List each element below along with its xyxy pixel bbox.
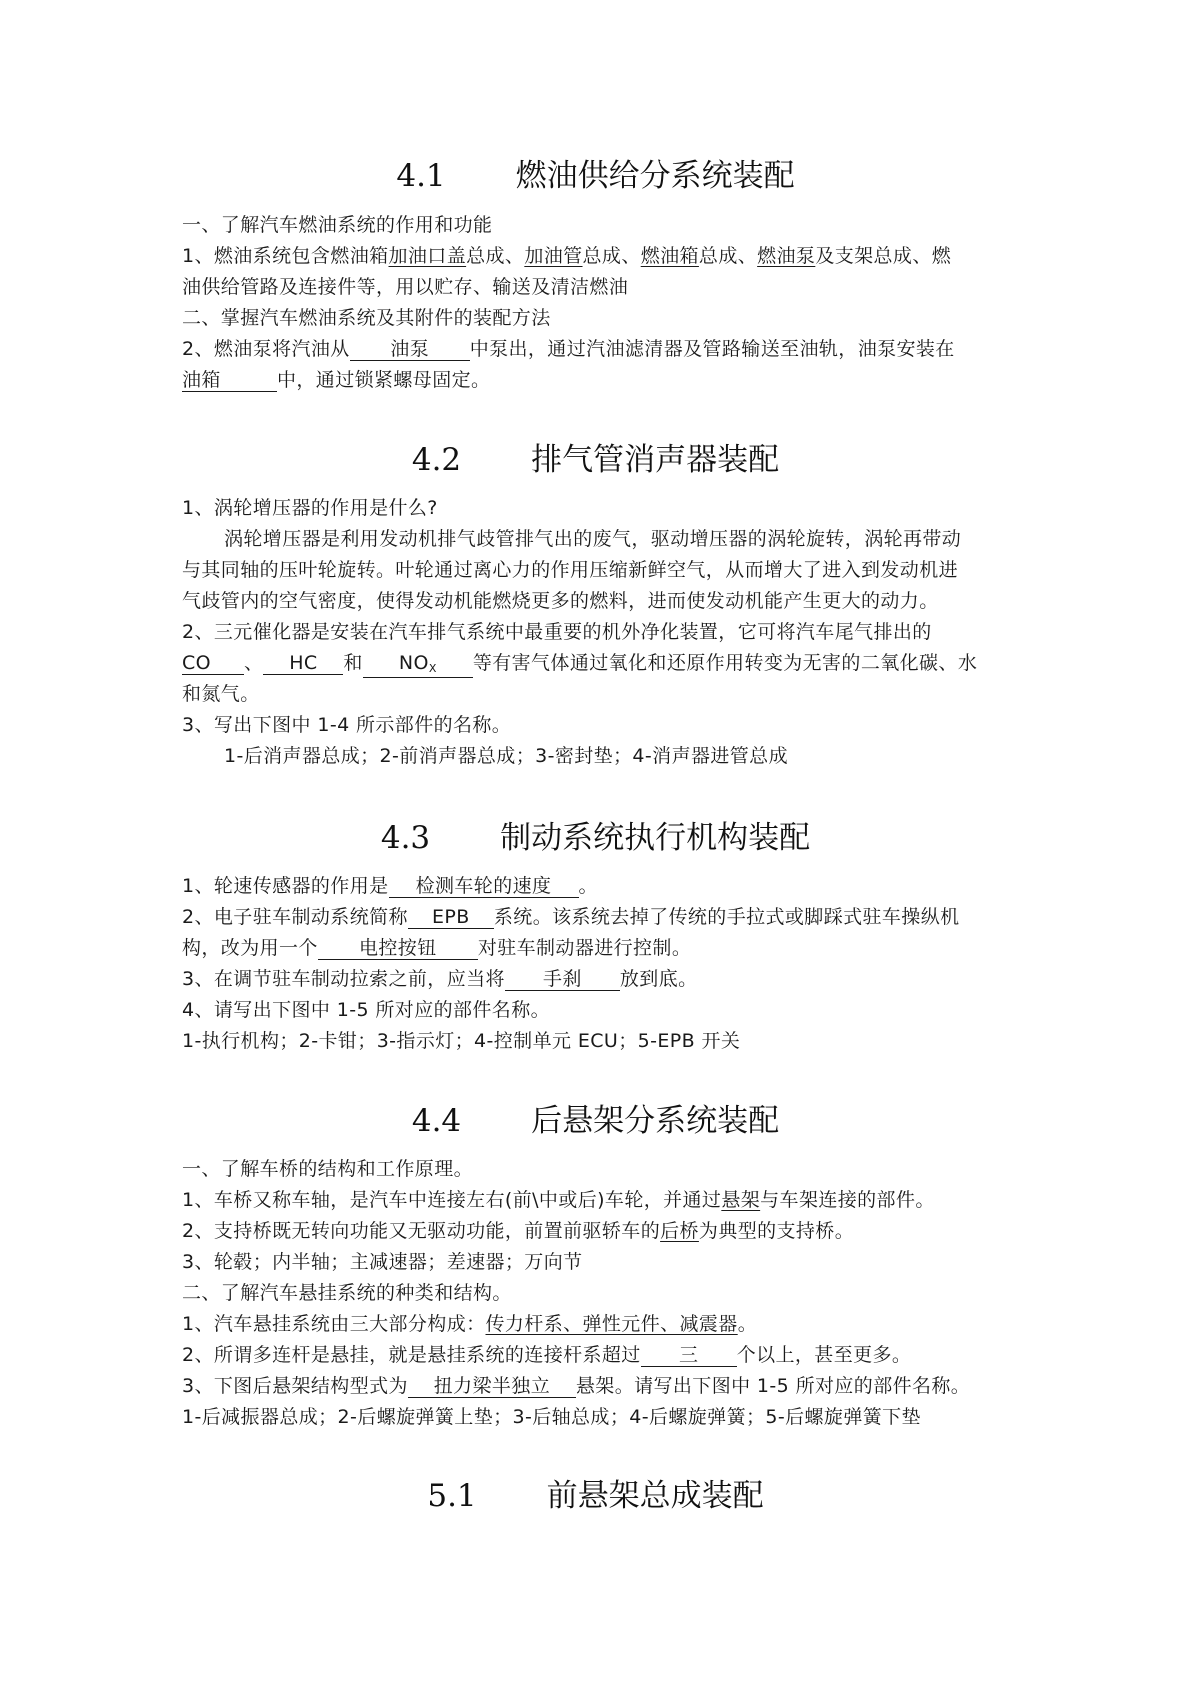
underlined-answer: 传力杆系、弹性元件、减震器 — [485, 1313, 738, 1335]
section-number: 4.2 — [411, 442, 462, 478]
text-line — [182, 934, 1022, 962]
text-line: 气歧管内的空气密度，使得发动机能燃烧更多的燃料，进而使发动机能产生更大的动力。 — [182, 590, 939, 612]
fill-blank: EPB — [408, 906, 494, 929]
text-fragment: 2、所谓多连杆是悬挂，就是悬挂系统的连接杆系超过 — [182, 1344, 641, 1366]
text-line: 3、写出下图中 1-4 所示部件的名称。 — [182, 714, 512, 736]
text-line — [182, 1186, 1022, 1214]
text-line: 1-后消声器总成；2-前消声器总成；3-密封垫；4-消声器进管总成 — [224, 745, 788, 767]
underlined-answer: 燃油泵 — [757, 245, 816, 267]
text-fragment: 3、下图后悬架结构型式为 — [182, 1375, 408, 1397]
text-line — [182, 1372, 1022, 1400]
text-fragment: 悬架。请写出下图中 1-5 所对应的部件名称。 — [575, 1375, 971, 1397]
subscript: X — [428, 662, 437, 675]
text-fragment: 中泵出，通过汽油滤清器及管路输送至油轨，油泵安装在 — [469, 338, 955, 360]
section-title: 后悬架分系统装配 — [531, 1103, 780, 1139]
text-line: 与其同轴的压叶轮旋转。叶轮通过离心力的作用压缩新鲜空气，从而增大了进入到发动机进 — [182, 559, 959, 581]
underlined-answer: 加油口盖 — [388, 245, 467, 267]
section-title: 排气管消声器装配 — [531, 442, 780, 478]
text-fragment: 系统。该系统去掉了传统的手拉式或脚踩式驻车操纵机 — [493, 906, 960, 928]
text-fragment: 总成、 — [466, 245, 525, 267]
fill-blank: CO — [182, 652, 244, 675]
section-heading — [0, 156, 1191, 196]
text-fragment: 2、电子驻车制动系统简称 — [182, 906, 408, 928]
text-fragment: 个以上，甚至更多。 — [736, 1344, 912, 1366]
section-heading — [0, 1476, 1191, 1516]
text-line — [182, 1341, 1022, 1369]
text-fragment: 构，改为用一个 — [182, 937, 318, 959]
text-fragment: 放到底。 — [619, 968, 698, 990]
text-fragment: 1、燃油系统包含燃油箱 — [182, 245, 389, 267]
text-fragment: 与车架连接的部件。 — [760, 1189, 935, 1211]
fill-blank: 扭力梁半独立 — [408, 1375, 576, 1398]
text-fragment: 2、燃油泵将汽油从 — [182, 338, 350, 360]
text-line — [182, 965, 1022, 993]
text-fragment: 总成、 — [698, 245, 758, 267]
text-line: 2、三元催化器是安装在汽车排气系统中最重要的机外净化装置，它可将汽车尾气排出的 — [182, 621, 932, 643]
text-fragment: 等有害气体通过氧化和还原作用转变为无害的二氧化碳、水 — [472, 652, 978, 674]
text-line: 1-执行机构；2-卡钳；3-指示灯；4-控制单元 ECU；5-EPB 开关 — [182, 1030, 741, 1052]
section-title: 燃油供给分系统装配 — [515, 158, 795, 194]
underlined-answer: 后桥 — [660, 1220, 699, 1242]
text-fragment: 总成、 — [582, 245, 641, 267]
text-line: 二、了解汽车悬挂系统的种类和结构。 — [182, 1282, 512, 1304]
section-title: 前悬架总成装配 — [546, 1478, 764, 1514]
text-fragment: 为典型的支持桥。 — [698, 1220, 855, 1242]
text-fragment: 2、支持桥既无转向功能又无驱动功能，前置前驱轿车的 — [182, 1220, 661, 1242]
section-number: 4.4 — [411, 1103, 462, 1139]
fill-blank: 油泵 — [350, 338, 470, 361]
underlined-answer: 悬架 — [721, 1189, 761, 1211]
text-line — [182, 366, 1022, 394]
text-line — [182, 649, 1022, 678]
section-heading — [0, 1101, 1191, 1141]
text-line — [182, 242, 1022, 270]
text-line — [182, 872, 1022, 900]
text-fragment: 、 — [244, 652, 264, 674]
text-fragment: 和 — [343, 652, 363, 674]
text-line — [182, 1217, 1022, 1245]
section-title: 制动系统执行机构装配 — [500, 820, 811, 856]
text-fragment: 及支架总成、燃 — [815, 245, 952, 267]
fill-blank: 检测车轮的速度 — [389, 875, 579, 898]
text-fragment: 1、轮速传感器的作用是 — [182, 875, 389, 897]
text-line: 一、了解汽车燃油系统的作用和功能 — [182, 214, 493, 236]
fill-blank: 电控按钮 — [318, 937, 478, 960]
text-line: 油供给管路及连接件等，用以贮存、输送及清洁燃油 — [182, 276, 629, 298]
text-fragment: NO — [398, 652, 429, 674]
section-number: 5.1 — [427, 1478, 477, 1514]
section-heading — [0, 440, 1191, 480]
text-line — [182, 335, 1022, 363]
fill-blank: 油箱 — [182, 369, 277, 392]
text-line: 1、涡轮增压器的作用是什么? — [182, 497, 438, 519]
text-line: 一、了解车桥的结构和工作原理。 — [182, 1158, 474, 1180]
fill-blank: 手刹 — [505, 968, 620, 991]
text-line: 4、请写出下图中 1-5 所对应的部件名称。 — [182, 999, 551, 1021]
section-number: 4.3 — [380, 820, 431, 856]
text-fragment: 。 — [578, 875, 598, 897]
text-line: 二、掌握汽车燃油系统及其附件的装配方法 — [182, 307, 551, 329]
text-line — [182, 903, 1022, 931]
text-line — [182, 1310, 1022, 1338]
text-fragment: 对驻车制动器进行控制。 — [477, 937, 692, 959]
text-fragment: 1、汽车悬挂系统由三大部分构成： — [182, 1313, 486, 1335]
text-fragment: 。 — [737, 1313, 758, 1335]
fill-blank: 三 — [641, 1344, 737, 1367]
text-line: 涡轮增压器是利用发动机排气歧管排气出的废气，驱动增压器的涡轮旋转，涡轮再带动 — [224, 528, 962, 550]
text-fragment: 3、在调节驻车制动拉索之前，应当将 — [182, 968, 505, 990]
text-fragment: 1、车桥又称车轴，是汽车中连接左右(前\中或后)车轮，并通过 — [182, 1189, 722, 1211]
text-line: 和氮气。 — [182, 683, 260, 705]
text-line: 3、轮毂；内半轴；主减速器；差速器；万向节 — [182, 1251, 583, 1273]
fill-blank: HC — [263, 652, 343, 675]
text-line: 1-后减振器总成；2-后螺旋弹簧上垫；3-后轴总成；4-后螺旋弹簧；5-后螺旋弹簧下垫 — [182, 1406, 921, 1428]
section-number: 4.1 — [396, 158, 446, 194]
fill-blank — [363, 652, 473, 678]
underlined-answer: 加油管 — [524, 245, 583, 267]
section-heading — [0, 818, 1191, 858]
text-fragment: 中，通过锁紧螺母固定。 — [277, 369, 491, 391]
underlined-answer: 燃油箱 — [640, 245, 699, 267]
